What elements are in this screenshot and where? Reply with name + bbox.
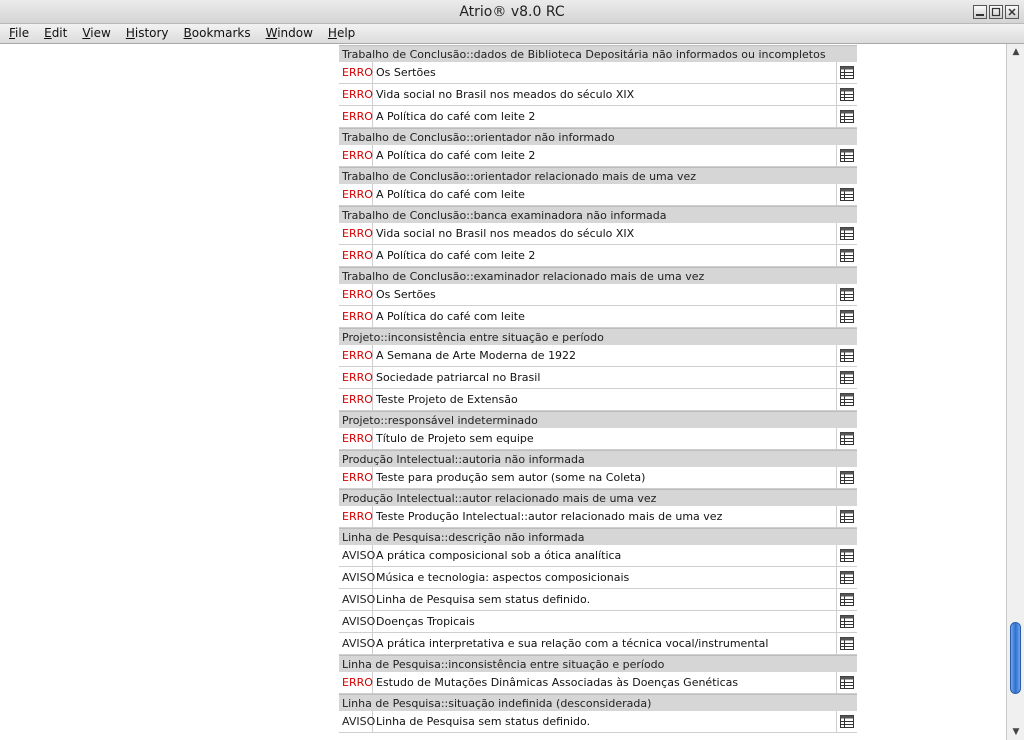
severity-label: ERRO: [339, 62, 373, 83]
menu-help[interactable]: [319, 24, 361, 43]
menu-label-rest: dit: [51, 26, 68, 40]
menu-view[interactable]: [73, 24, 116, 43]
table-icon: [840, 549, 854, 562]
window-titlebar: [0, 0, 1024, 24]
severity-label: ERRO: [339, 106, 373, 127]
table-row[interactable]: [339, 223, 857, 245]
group-header: Linha de Pesquisa::descrição não informada: [339, 528, 857, 545]
item-title: A prática interpretativa e sua relação com a técnica vocal/instrumental: [373, 633, 837, 654]
menu-mnemonic: V: [82, 26, 91, 40]
menu-label-rest: iew: [90, 26, 111, 40]
open-record-button[interactable]: [837, 84, 857, 105]
table-row[interactable]: [339, 306, 857, 328]
severity-label: AVISO: [339, 711, 373, 732]
menu-label-rest: indow: [277, 26, 313, 40]
table-row[interactable]: [339, 389, 857, 411]
table-icon: [840, 288, 854, 301]
scroll-thumb[interactable]: [1010, 622, 1021, 694]
table-icon: [840, 393, 854, 406]
table-icon: [840, 510, 854, 523]
item-title: Linha de Pesquisa sem status definido.: [373, 711, 837, 732]
table-row[interactable]: [339, 62, 857, 84]
group-header: Projeto::inconsistência entre situação e período: [339, 328, 857, 345]
window-title: Atrio® v8.0 RC: [459, 4, 565, 20]
table-row[interactable]: [339, 611, 857, 633]
table-row[interactable]: [339, 589, 857, 611]
open-record-button[interactable]: [837, 389, 857, 410]
menu-mnemonic: W: [265, 26, 278, 40]
group-header: Projeto::responsável indeterminado: [339, 411, 857, 428]
menu-mnemonic: F: [9, 26, 16, 40]
table-icon: [840, 615, 854, 628]
item-title: A prática composicional sob a ótica analítica: [373, 545, 837, 566]
open-record-button[interactable]: [837, 567, 857, 588]
severity-label: ERRO: [339, 223, 373, 244]
menu-mnemonic: E: [44, 26, 52, 40]
table-icon: [840, 471, 854, 484]
open-record-button[interactable]: [837, 345, 857, 366]
menu-window[interactable]: [257, 24, 319, 43]
group-header: Trabalho de Conclusão::dados de Biblioteca Depositária não informados ou incompletos: [339, 45, 857, 62]
item-title: Doenças Tropicais: [373, 611, 837, 632]
table-icon: [840, 149, 854, 162]
table-row[interactable]: [339, 284, 857, 306]
item-title: Teste Produção Intelectual::autor relacionado mais de uma vez: [373, 506, 837, 527]
table-row[interactable]: [339, 345, 857, 367]
menu-mnemonic: H: [327, 26, 337, 40]
close-icon: [1006, 6, 1018, 18]
open-record-button[interactable]: [837, 633, 857, 654]
table-icon: [840, 371, 854, 384]
menu-label-rest: ile: [15, 26, 30, 40]
table-icon: [840, 188, 854, 201]
menu-mnemonic: H: [125, 26, 135, 40]
table-row[interactable]: [339, 467, 857, 489]
severity-label: AVISO: [339, 545, 373, 566]
severity-label: AVISO: [339, 611, 373, 632]
table-icon: [840, 432, 854, 445]
severity-label: ERRO: [339, 284, 373, 305]
item-title: Estudo de Mutações Dinâmicas Associadas às Doenças Genéticas: [373, 672, 837, 693]
item-title: Teste para produção sem autor (some na Coleta): [373, 467, 837, 488]
menu-file[interactable]: [0, 24, 35, 43]
group-header: Produção Intelectual::autoria não informada: [339, 450, 857, 467]
severity-label: ERRO: [339, 184, 373, 205]
table-row[interactable]: [339, 184, 857, 206]
table-row[interactable]: [339, 545, 857, 567]
item-title: Música e tecnologia: aspectos composicionais: [373, 567, 837, 588]
table-row[interactable]: [339, 145, 857, 167]
table-icon: [840, 715, 854, 728]
table-row[interactable]: [339, 106, 857, 128]
table-icon: [840, 66, 854, 79]
table-icon: [840, 310, 854, 323]
open-record-button[interactable]: [837, 672, 857, 693]
table-row[interactable]: [339, 84, 857, 106]
open-record-button[interactable]: [837, 223, 857, 244]
table-icon: [840, 676, 854, 689]
table-row[interactable]: [339, 428, 857, 450]
menu-label-rest: ookmarks: [191, 26, 251, 40]
menu-label-rest: elp: [336, 26, 356, 40]
vertical-scrollbar[interactable]: [1006, 44, 1024, 740]
open-record-button[interactable]: [837, 306, 857, 327]
item-title: Vida social no Brasil nos meados do século XIX: [373, 84, 837, 105]
open-record-button[interactable]: [837, 184, 857, 205]
report-viewport: [0, 44, 1006, 740]
open-record-button[interactable]: [837, 589, 857, 610]
menu-label-rest: istory: [134, 26, 169, 40]
severity-label: AVISO: [339, 633, 373, 654]
close-button[interactable]: [1005, 5, 1019, 19]
table-icon: [840, 637, 854, 650]
open-record-button[interactable]: [837, 711, 857, 732]
table-row[interactable]: [339, 633, 857, 655]
item-title: A Política do café com leite: [373, 184, 837, 205]
severity-label: ERRO: [339, 672, 373, 693]
item-title: Sociedade patriarcal no Brasil: [373, 367, 837, 388]
severity-label: ERRO: [339, 506, 373, 527]
severity-label: ERRO: [339, 345, 373, 366]
severity-label: ERRO: [339, 389, 373, 410]
table-icon: [840, 593, 854, 606]
item-title: Os Sertões: [373, 284, 837, 305]
item-title: A Política do café com leite: [373, 306, 837, 327]
item-title: A Política do café com leite 2: [373, 245, 837, 266]
severity-label: ERRO: [339, 467, 373, 488]
maximize-icon: [990, 6, 1002, 18]
menu-history[interactable]: [117, 24, 175, 43]
open-record-button[interactable]: [837, 428, 857, 449]
table-row[interactable]: [339, 672, 857, 694]
severity-label: AVISO: [339, 589, 373, 610]
item-title: A Política do café com leite 2: [373, 145, 837, 166]
group-header: Trabalho de Conclusão::orientador não informado: [339, 128, 857, 145]
item-title: A Política do café com leite 2: [373, 106, 837, 127]
table-icon: [840, 110, 854, 123]
menu-mnemonic: B: [183, 26, 192, 40]
open-record-button[interactable]: [837, 245, 857, 266]
severity-label: ERRO: [339, 84, 373, 105]
item-title: Linha de Pesquisa sem status definido.: [373, 589, 837, 610]
table-icon: [840, 227, 854, 240]
table-icon: [840, 88, 854, 101]
open-record-button[interactable]: [837, 367, 857, 388]
open-record-button[interactable]: [837, 611, 857, 632]
open-record-button[interactable]: [837, 106, 857, 127]
open-record-button[interactable]: [837, 145, 857, 166]
table-icon: [840, 349, 854, 362]
open-record-button[interactable]: [837, 467, 857, 488]
item-title: Os Sertões: [373, 62, 837, 83]
severity-label: AVISO: [339, 567, 373, 588]
group-header: Trabalho de Conclusão::examinador relacionado mais de uma vez: [339, 267, 857, 284]
item-title: A Semana de Arte Moderna de 1922: [373, 345, 837, 366]
item-title: Vida social no Brasil nos meados do século XIX: [373, 223, 837, 244]
window-controls: [973, 5, 1019, 19]
menu-bar: [0, 24, 1024, 44]
menu-edit[interactable]: [35, 24, 73, 43]
maximize-button[interactable]: [989, 5, 1003, 19]
group-header: Trabalho de Conclusão::orientador relacionado mais de uma vez: [339, 167, 857, 184]
group-header: Trabalho de Conclusão::banca examinadora não informada: [339, 206, 857, 223]
table-row[interactable]: [339, 711, 857, 733]
open-record-button[interactable]: [837, 506, 857, 527]
item-title: Título de Projeto sem equipe: [373, 428, 837, 449]
group-header: Linha de Pesquisa::inconsistência entre situação e período: [339, 655, 857, 672]
open-record-button[interactable]: [837, 62, 857, 83]
table-row[interactable]: [339, 567, 857, 589]
severity-label: ERRO: [339, 145, 373, 166]
table-row[interactable]: [339, 367, 857, 389]
table-row[interactable]: [339, 506, 857, 528]
scroll-up-arrow-icon[interactable]: ▲: [1012, 47, 1020, 57]
minimize-button[interactable]: [973, 5, 987, 19]
table-icon: [840, 571, 854, 584]
group-header: Linha de Pesquisa::situação indefinida (desconsiderada): [339, 694, 857, 711]
menu-bookmarks[interactable]: [175, 24, 257, 43]
scroll-down-arrow-icon[interactable]: ▼: [1012, 727, 1020, 737]
item-title: Teste Projeto de Extensão: [373, 389, 837, 410]
table-row[interactable]: [339, 245, 857, 267]
severity-label: ERRO: [339, 367, 373, 388]
group-header: Produção Intelectual::autor relacionado mais de uma vez: [339, 489, 857, 506]
table-icon: [840, 249, 854, 262]
minimize-icon: [974, 6, 986, 18]
severity-label: ERRO: [339, 306, 373, 327]
open-record-button[interactable]: [837, 545, 857, 566]
validation-report: [339, 45, 857, 733]
open-record-button[interactable]: [837, 284, 857, 305]
severity-label: ERRO: [339, 428, 373, 449]
severity-label: ERRO: [339, 245, 373, 266]
